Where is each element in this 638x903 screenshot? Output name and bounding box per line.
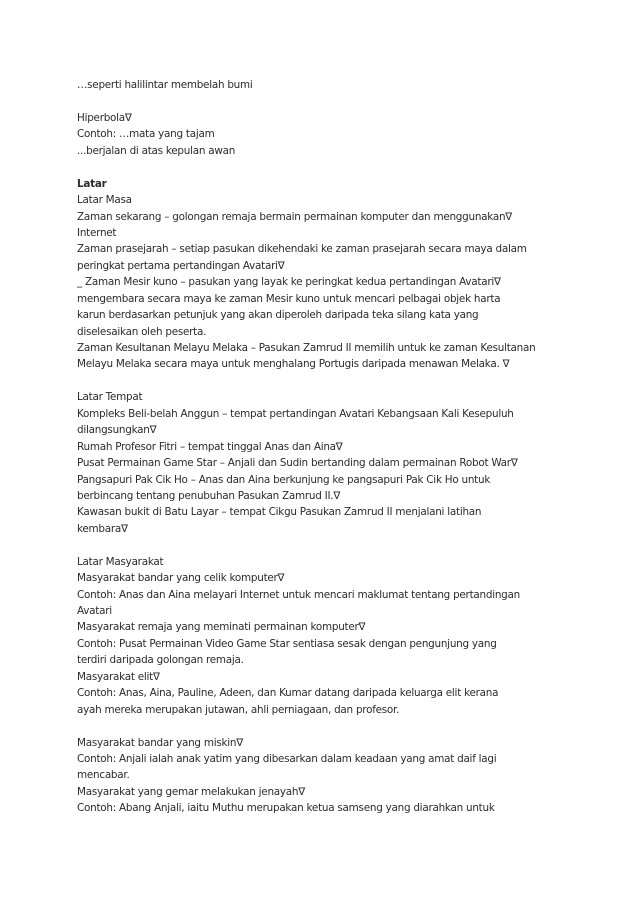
text-line: Zaman sekarang – golongan remaja bermain permainan komputer dan menggunakan∇ bbox=[77, 210, 513, 223]
text-line: Latar Masyarakat bbox=[77, 555, 164, 568]
blank-line bbox=[77, 718, 577, 734]
text-line: ...berjalan di atas kepulan awan bbox=[77, 144, 236, 157]
document-page bbox=[77, 77, 577, 817]
text-line: Contoh: Anas, Aina, Pauline, Adeen, dan Kumar datang daripada keluarga elit kerana bbox=[77, 687, 499, 700]
text-line: …seperti halilintar membelah bumi bbox=[77, 79, 253, 91]
text-line: Contoh: Abang Anjali, iaitu Muthu merupakan ketua samseng yang diarahkan untuk bbox=[77, 802, 495, 815]
text-line: peringkat pertama pertandingan Avatari∇ bbox=[77, 259, 285, 272]
text-line: Contoh: Anjali ialah anak yatim yang dibesarkan dalam keadaan yang amat daif lagi bbox=[77, 752, 497, 765]
blank-line bbox=[77, 373, 577, 389]
text-line: Kompleks Beli-belah Anggun – tempat pertandingan Avatari Kebangsaan Kali Kesepuluh bbox=[77, 407, 514, 420]
text-line: kembara∇ bbox=[77, 522, 128, 535]
text-line: Pusat Permainan Game Star – Anjali dan Sudin bertanding dalam permainan Robot War∇ bbox=[77, 457, 518, 470]
text-line: dilangsungkan∇ bbox=[77, 424, 157, 437]
text-line: Contoh: Pusat Permainan Video Game Star sentiasa sesak dengan pengunjung yang bbox=[77, 637, 497, 650]
text-line: Contoh: …mata yang tajam bbox=[77, 128, 215, 141]
text-line: Melayu Melaka secara maya untuk menghalang Portugis daripada menawan Melaka. ∇ bbox=[77, 358, 510, 371]
text-line: terdiri daripada golongan remaja. bbox=[77, 654, 244, 667]
blank-line bbox=[77, 159, 577, 175]
text-line: berbincang tentang penubuhan Pasukan Zamrud II.∇ bbox=[77, 489, 341, 502]
text-line: Pangsapuri Pak Cik Ho – Anas dan Aina berkunjung ke pangsapuri Pak Cik Ho untuk bbox=[77, 473, 491, 486]
text-line: mengembara secara maya ke zaman Mesir kuno untuk mencari pelbagai objek harta bbox=[77, 292, 501, 305]
blank-line bbox=[77, 537, 577, 553]
text-line: Contoh: Anas dan Aina melayari Internet untuk mencari maklumat tentang pertandingan bbox=[77, 588, 520, 601]
text-line: Zaman Kesultanan Melayu Melaka – Pasukan Zamrud II memilih untuk ke zaman Kesultanan bbox=[77, 342, 536, 354]
section-heading: Latar bbox=[77, 177, 107, 190]
text-line: Internet bbox=[77, 226, 117, 239]
text-line: diselesaikan oleh peserta. bbox=[77, 325, 207, 338]
text-line: Rumah Profesor Fitri – tempat tinggal Anas dan Aina∇ bbox=[77, 440, 343, 453]
text-line: Masyarakat remaja yang meminati permainan komputer∇ bbox=[77, 621, 366, 634]
text-line: Hiperbola∇ bbox=[77, 111, 132, 124]
text-line: Zaman prasejarah – setiap pasukan dikehendaki ke zaman prasejarah secara maya dalam bbox=[77, 243, 527, 256]
text-line: Avatari bbox=[77, 605, 112, 617]
text-line: ayah mereka merupakan jutawan, ahli perniagaan, dan profesor. bbox=[77, 703, 400, 716]
text-line: Latar Tempat bbox=[77, 391, 143, 404]
text-line: Kawasan bukit di Batu Layar – tempat Cikgu Pasukan Zamrud II menjalani latihan bbox=[77, 506, 482, 519]
blank-line bbox=[77, 93, 577, 109]
text-line: karun berdasarkan petunjuk yang akan diperoleh daripada teka silang kata yang bbox=[77, 309, 479, 322]
text-line: Masyarakat bandar yang celik komputer∇ bbox=[77, 572, 285, 585]
text-line: Latar Masa bbox=[77, 194, 132, 207]
text-line: Masyarakat yang gemar melakukan jenayah∇ bbox=[77, 785, 305, 798]
text-line: _ Zaman Mesir kuno – pasukan yang layak ke peringkat kedua pertandingan Avatari∇ bbox=[77, 276, 501, 289]
text-line: Masyarakat bandar yang miskin∇ bbox=[77, 736, 243, 749]
text-line: mencabar. bbox=[77, 769, 130, 782]
text-line: Masyarakat elit∇ bbox=[77, 670, 160, 683]
